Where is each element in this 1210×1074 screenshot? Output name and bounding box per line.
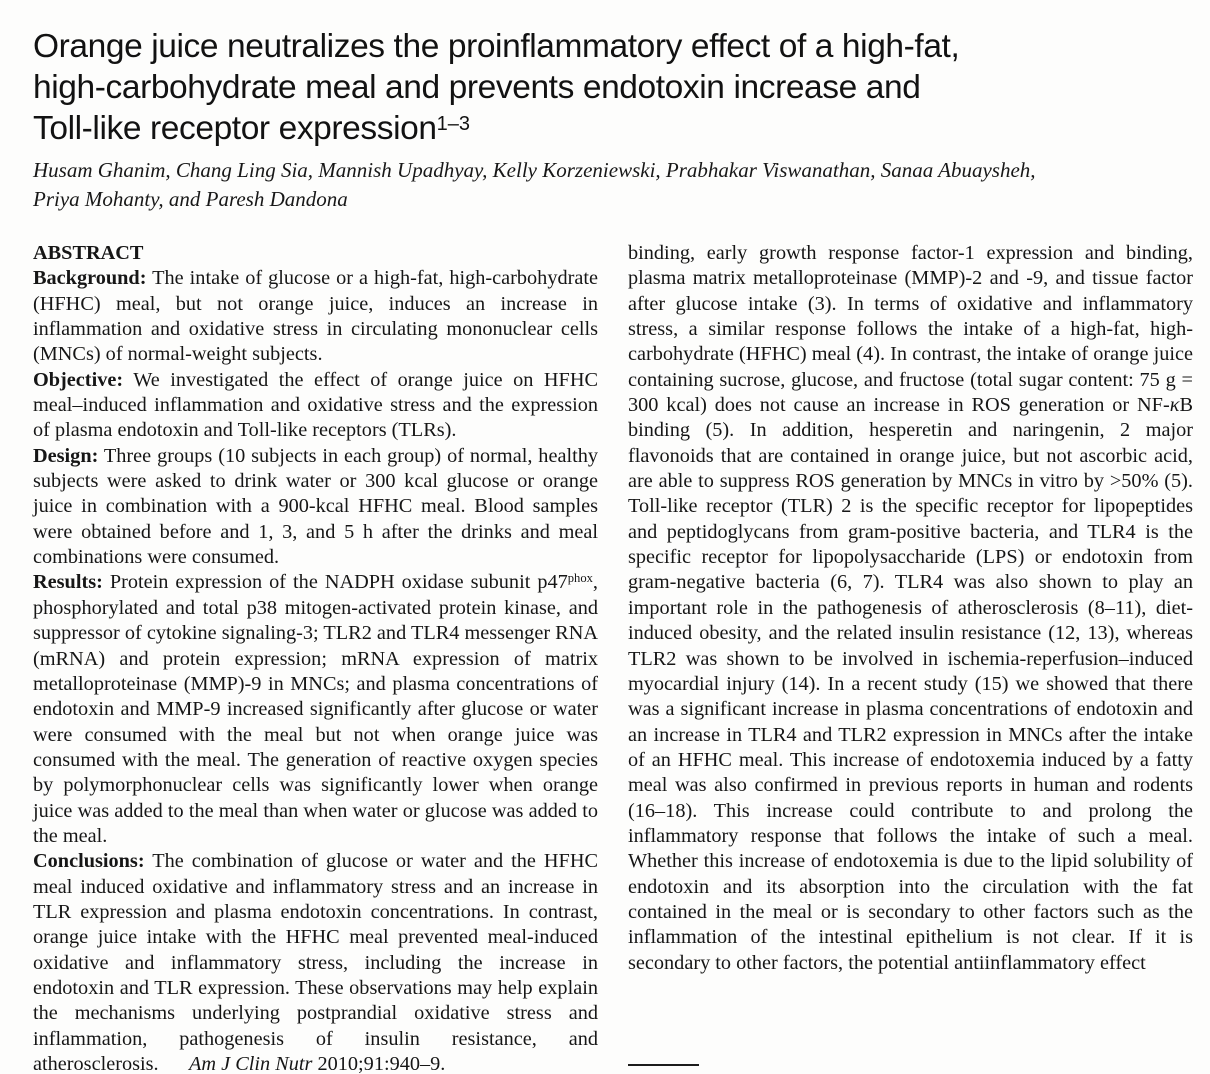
abstract-section: Design: Three groups (10 subjects in each group) of normal, healthy subjects were asked to drink water or 300 kcal glucose or orange juice in combination with a 900-kcal HFHC meal. Blood samples were obtained before and 1, 3, and 5 h after the drinks and meal combinations were consumed. [33,444,598,569]
section-label: Objective: [33,368,124,391]
intro-paragraph: binding, early growth response factor-1 expression and binding, plasma matrix metalloproteinase (MMP)-2 and -9, and tissue factor after glucose intake (3). In terms of oxidative and inflammatory stress, a similar response follows the intake of a high-fat, high-carbohydrate (HFHC) meal (4). In contrast, the intake of orange juice containing sucrose, glucose, and fructose (total sugar content: 75 g = 300 kcal) does not cause an increase in ROS generation or NF-κB binding (5). In addition, hesperetin and naringenin, 2 major flavonoids that are contained in orange juice, but not ascorbic acid, are able to suppress ROS generation by MNCs in vitro by >50% (5). Toll-like receptor (TLR) 2 is the specific receptor for lipopeptides and peptidoglycans from gram-positive bacteria, and TLR4 is the specific receptor for lipopolysaccharide (LPS) or endotoxin from gram-negative bacteria (6, 7). TLR4 was also shown to play an important role in the pathogenesis of atherosclerosis (8–11), diet-induced obesity, and the related insulin resistance (12, 13), whereas TLR2 was shown to be involved in ischemia-reperfusion–induced myocardial injury (14). In a recent study (15) we showed that there was a significant increase in plasma concentrations of endotoxin and an increase in TLR4 and TLR2 expression in MNCs after the intake of an HFHC meal. This increase of endotoxemia induced by a fatty meal was also confirmed in previous reports in human and rodents (16–18). This increase could contribute to and prolong the inflammatory response that follows the intake of such a meal. Whether this increase of endotoxemia is due to the lipid solubility of endotoxin and its absorption into the circulation with the fat contained in the meal or is secondary to other factors such as the inflammation of the intestinal epithelium is not clear. If it is secondary to other factors, the potential antiinflammatory effect [628,242,1193,974]
footnote-separator [628,1064,699,1066]
abstract-section: Background: The intake of glucose or a high-fat, high-carbohydrate (HFHC) meal, but not orange juice, induces an increase in inflammation and oxidative stress in circulating mononuclear cells (MNCs) of normal-weight subjects. [33,267,598,366]
abstract-sections [33,266,598,1074]
article-authors: Husam Ghanim, Chang Ling Sia, Mannish Upadhyay, Kelly Korzeniewski, Prabhakar Viswanathan, Sanaa Abuaysheh, Priya Mohanty, and Paresh Dandona [33,158,1036,211]
section-label: Results: [33,571,103,594]
abstract-section: Conclusions: The combination of glucose or water and the HFHC meal induced oxidative and inflammatory stress and an increase in TLR expression and plasma endotoxin concentrations. In contrast, orange juice intake with the HFHC meal prevented meal-induced oxidative and inflammatory stress, including the increase in endotoxin and TLR expression. These observations may help explain the mechanisms underlying postprandial oxidative stress and inflammation, pathogenesis of insulin resistance, and atherosclerosis. Am J Clin Nutr 2010;91:940–9. [33,850,598,1074]
abstract-section: Objective: We investigated the effect of orange juice on HFHC meal–induced inflammation and oxidative stress and the expression of plasma endotoxin and Toll-like receptors (TLRs). [33,368,598,442]
article-title: Orange juice neutralizes the proinflammatory effect of a high-fat, high-carbohydrate meal and prevents endotoxin increase and Toll-like receptor expression$^{1-3}$ [33,28,960,148]
section-label: Conclusions: [33,850,145,873]
abstract-column [33,241,598,1074]
abstract-heading: ABSTRACT [33,242,144,264]
section-label: Design: [33,444,99,467]
abstract-section: Results: Protein expression of the NADPH oxidase subunit $p47^{phox}$, phosphorylated and total p38 mitogen-activated protein kinase, and suppressor of cytokine signaling-3; TLR2 and TLR4 messenger RNA (mRNA) and protein expression; mRNA expression of matrix metalloproteinase (MMP)-9 in MNCs; and plasma concentrations of endotoxin and MMP-9 increased significantly after glucose or water were consumed with the meal but not when orange juice was consumed with the meal. The generation of reactive oxygen species by polymorphonuclear cells was significantly lower when orange juice was added to the meal than when water or glucose was added to the meal. [33,571,598,847]
intro-column [628,241,1193,976]
section-label: Background: [33,267,147,290]
